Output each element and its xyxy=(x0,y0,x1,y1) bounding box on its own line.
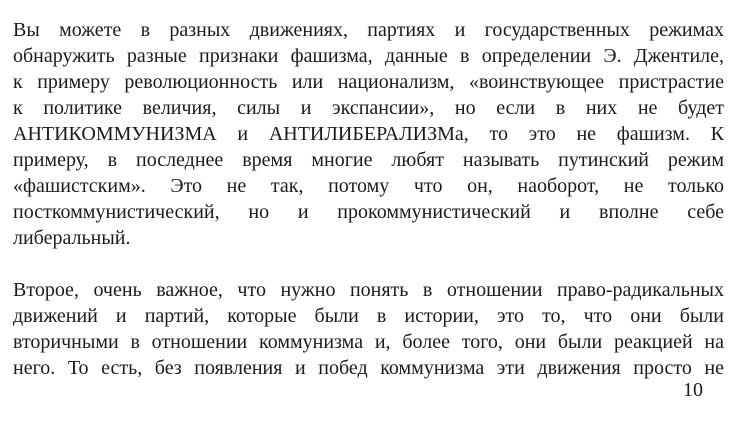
text-line: движений и партий, которые были в истории, это то, что они были xyxy=(13,305,724,327)
text-line: обнаружить разные признаки фашизма, данные в определении Э. Джентиле, xyxy=(13,45,724,67)
text-line: Второе, очень важное, что нужно понять в отношении право-радикальных xyxy=(13,279,724,301)
text-line: к примеру революционность или национализм, «воинствующее пристрастие xyxy=(13,71,724,93)
paragraph xyxy=(13,17,724,251)
text-line: него. То есть, без появления и побед коммунизма эти движения просто не xyxy=(13,357,724,379)
text-line: Вы можете в разных движениях, партиях и государственных режимах xyxy=(13,19,724,41)
paragraphs-container xyxy=(13,17,724,407)
text-line: либеральный. xyxy=(13,227,131,249)
text-line: АНТИКОММУНИЗМА и АНТИЛИБЕРАЛИЗМа, то это не фашизм. К xyxy=(13,123,724,145)
text-line: посткоммунистический, но и прокоммунистический и вполне себе xyxy=(13,201,724,223)
text-line: вторичными в отношении коммунизма и, более того, они были реакцией на xyxy=(13,331,724,353)
page-number: 10 xyxy=(683,379,703,401)
text-line: примеру, в последнее время многие любят называть путинский режим xyxy=(13,149,724,171)
paragraph xyxy=(13,277,724,381)
text-line: «фашистским». Это не так, потому что он, наоборот, не только xyxy=(13,175,724,197)
text-line: к политике величия, силы и экспансии», но если в них не будет xyxy=(13,97,724,119)
